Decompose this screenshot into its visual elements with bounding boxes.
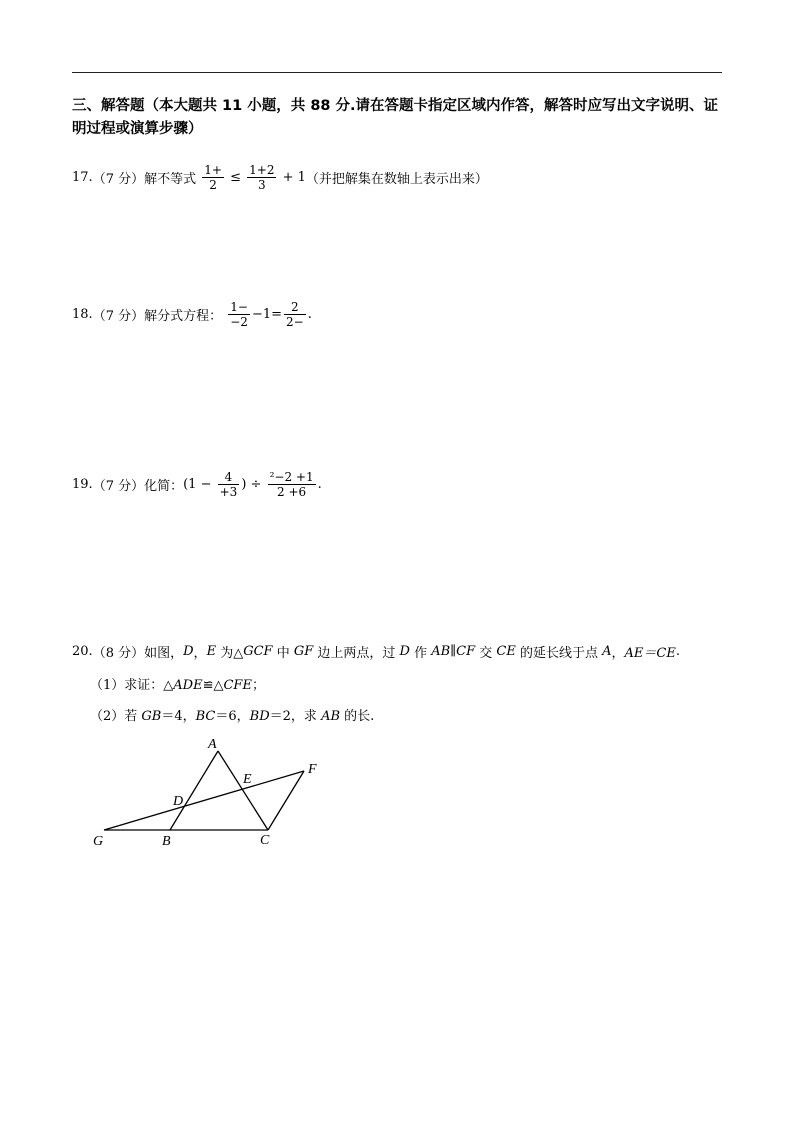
q19-open: (1 − xyxy=(183,477,212,492)
q19-tail: . xyxy=(317,477,322,492)
segment-ba xyxy=(170,751,218,830)
q20-text: 作 xyxy=(409,646,432,661)
q17-leq: ≤ xyxy=(230,170,241,185)
segment-ac xyxy=(218,751,268,830)
q17-lead: 解不等式 xyxy=(144,172,197,187)
q20-var-ae-eq-ce: AE＝CE xyxy=(624,646,676,661)
q20-var-ab: AB xyxy=(321,709,341,724)
q19-close: ) ÷ xyxy=(241,477,262,492)
q18-tail: . xyxy=(307,307,312,322)
q18-fraction-1: $\frac{1-}{-2}$ xyxy=(230,300,248,329)
q20-text: 中 xyxy=(272,646,294,661)
q19-lead: 化简： xyxy=(144,479,184,494)
q20-var-d: D xyxy=(399,644,410,659)
question-18 xyxy=(72,300,312,329)
q17-fraction-1: $\frac{1+}{2}$ xyxy=(204,163,222,192)
q20-text: 如图， xyxy=(144,646,184,661)
q20-var-bc: BC xyxy=(195,709,216,724)
q20-text: 交 xyxy=(475,646,497,661)
q20-part2-text: ＝4， xyxy=(161,709,196,724)
geometry-figure xyxy=(88,735,348,855)
q20-part2-text: 的长. xyxy=(340,709,375,724)
q18-fraction-2: $\frac{2}{2-}$ xyxy=(286,300,304,329)
q20-part2-text: ＝2，求 xyxy=(269,709,322,724)
q20-var-e: E xyxy=(206,644,217,659)
q20-text: 为△ xyxy=(216,646,244,661)
q18-score: （7 分） xyxy=(92,309,145,324)
q17-number: 17. xyxy=(72,170,93,185)
q20-part-2 xyxy=(90,705,374,724)
q20-text: 的延长线于点 xyxy=(515,646,603,661)
q20-var-ce: CE xyxy=(496,644,516,659)
label-c: C xyxy=(260,833,270,848)
q18-number: 18. xyxy=(72,307,93,322)
q20-text: . xyxy=(675,644,680,659)
q20-var-a: A xyxy=(602,644,612,659)
q20-var-ade: ADE xyxy=(173,678,203,693)
question-19 xyxy=(72,470,322,499)
q20-var-ab-par-cf: AB∥CF xyxy=(431,644,476,659)
question-20 xyxy=(72,642,680,661)
q19-score: （7 分） xyxy=(92,479,145,494)
q20-part-1 xyxy=(90,674,265,693)
q20-var-cfe: CFE xyxy=(223,678,252,693)
section-title: 三、解答题（本大题共 11 小题，共 88 分.请在答题卡指定区域内作答，解答时应写出文字说明、证明过程或演算步骤） xyxy=(72,98,719,137)
q17-tail: （并把解集在数轴上表示出来） xyxy=(305,172,488,187)
q20-var-gf: GF xyxy=(293,644,314,659)
q20-part2-text: （2）若 xyxy=(90,709,142,724)
q20-var-gb: GB xyxy=(141,709,162,724)
q20-text: ， xyxy=(611,646,625,661)
q17-fraction-2: $\frac{1+2}{3}$ xyxy=(249,163,275,192)
q18-mid: −1= xyxy=(251,307,283,322)
q20-part1-text: ； xyxy=(251,678,265,693)
label-f: F xyxy=(308,762,317,777)
q20-var-d: D xyxy=(183,644,194,659)
q20-part2-text: ＝6， xyxy=(215,709,250,724)
q17-score: （7 分） xyxy=(92,172,145,187)
label-a: A xyxy=(208,737,217,752)
q17-plus: + 1 xyxy=(282,170,306,185)
label-g: G xyxy=(93,834,104,849)
q20-number: 20. xyxy=(72,644,93,659)
q19-number: 19. xyxy=(72,477,93,492)
top-rule xyxy=(72,72,722,73)
question-17 xyxy=(72,163,488,192)
label-e: E xyxy=(243,772,252,787)
q20-text: 边上两点，过 xyxy=(313,646,400,661)
label-b: B xyxy=(162,834,171,849)
q19-fraction-2: $\frac{\text{²−2 +1}}{2 +6}$ xyxy=(269,470,314,499)
q18-lead: 解分式方程： xyxy=(144,309,223,324)
label-d: D xyxy=(173,794,184,809)
q20-part1-text: （1）求证：△ xyxy=(90,678,174,693)
q20-var-gcf: GCF xyxy=(243,644,273,659)
q20-var-bd: BD xyxy=(249,709,270,724)
q20-part1-text: ≌△ xyxy=(202,678,224,693)
q19-fraction-1: $\frac{4}{+3}$ xyxy=(219,470,238,499)
q20-text: ， xyxy=(193,646,207,661)
q20-score: （8 分） xyxy=(92,646,145,661)
